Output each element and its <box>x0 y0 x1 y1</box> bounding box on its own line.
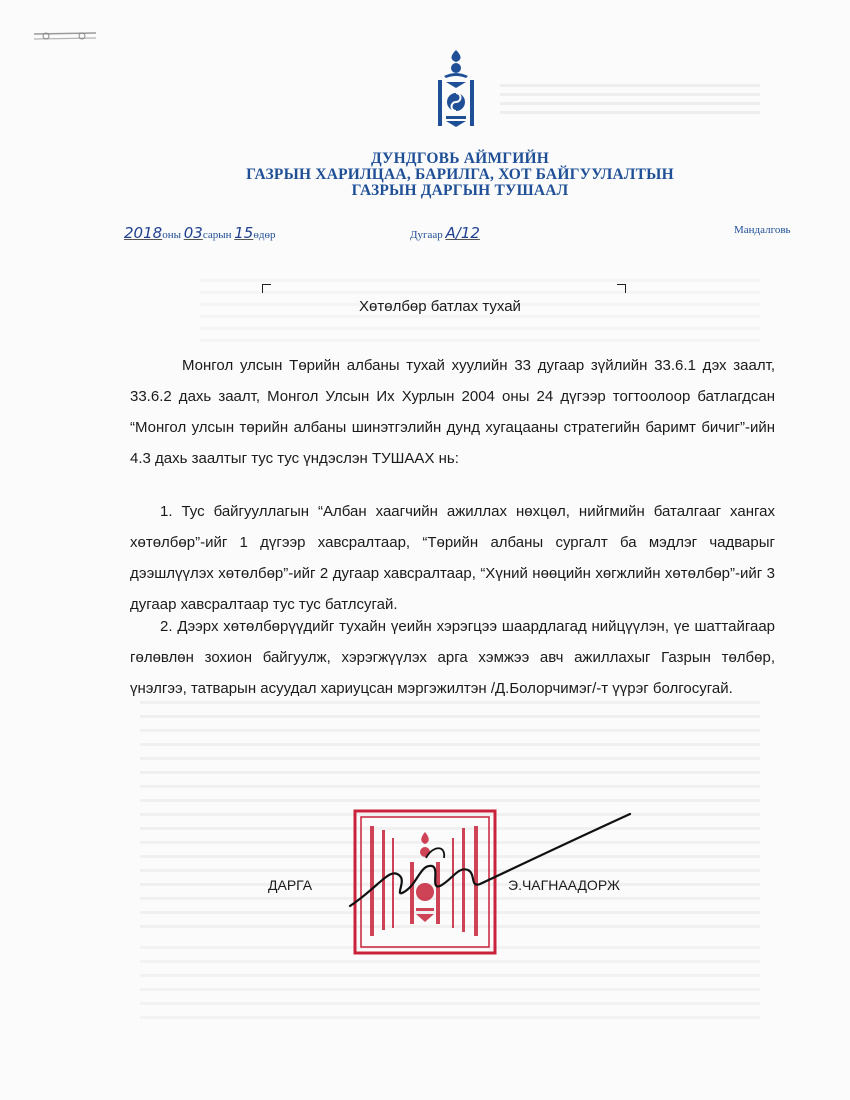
signatory-title: ДАРГА <box>268 877 313 893</box>
order-item-1: 1. Тус байгууллагын “Албан хаагчийн ажиллах нөхцөл, нийгмийн баталгааг хангах хөтөлбөр”-ийг 1 дүгээр хавсралтаар, “Төрийн албаны сургалт ба мэдлэг чадварыг дээшлүүлэх хөтөлбөр”-ийг 2 дугаар хавсралтаар, “Хүний нөөцийн хөгжлийн хөтөлбөр”-ийг 3 дугаар хавсралтаар тус тус батлсугай. <box>130 503 775 613</box>
signatory-name: Э.ЧАГНААДОРЖ <box>508 877 620 893</box>
order-city: Мандалговь <box>734 224 791 236</box>
date-month: 03 <box>183 224 203 242</box>
date-month-suffix: сарын <box>202 229 232 241</box>
subject-bracket-right <box>617 284 626 293</box>
handwritten-signature-icon <box>340 806 640 916</box>
order-number <box>410 224 480 242</box>
order-subject: Хөтөлбөр батлах тухай <box>359 298 521 315</box>
date-day: 15 <box>234 224 254 242</box>
date-year: 2018 <box>124 224 163 242</box>
org-name-line-2: ГАЗРЫН ХАРИЛЦАА, БАРИЛГА, ХОТ БАЙГУУЛАЛТЫН <box>246 166 674 183</box>
order-item-2: 2. Дээрх хөтөлбөрүүдийг тухайн үеийн хэрэгцээ шаардлагад нийцүүлэн, үе шаттайгаар гөлөвлөн зохион байгуулж, хэрэгжүүлэх арга хэмжээ авч ажиллахыг Газрын төлбөр, үнэлгээ, татварын асуудал хариуцсан мэргэжилтэн /Д.Болорчимэг/-т үүрэг болгосугай. <box>130 618 775 697</box>
subject-bracket-left <box>262 284 271 293</box>
staple-mark-icon <box>30 28 100 44</box>
date-day-suffix: өдөр <box>253 229 276 241</box>
state-soyombo-emblem-icon <box>436 50 476 132</box>
order-number-label: Дугаар <box>410 229 443 241</box>
order-date <box>124 224 324 242</box>
date-year-suffix: оны <box>162 229 181 241</box>
preamble-paragraph: Монгол улсын Төрийн албаны тухай хуулийн 33 дугаар зүйлийн 33.6.1 дэх заалт, 33.6.2 дахь заалт, Монгол Улсын Их Хурлын 2004 оны 24 дүгээр тогтоолоор батлагдсан “Монгол улсын төрийн албаны шинэтгэлийн дунд хугацааны стратегийн баримт бичиг”-ийн 4.3 дахь заалтыг тус тус үндэслэн ТУШААХ нь: <box>130 357 775 467</box>
order-number-value: А/12 <box>445 224 480 242</box>
org-name-line-1: ДУНДГОВЬ АЙМГИЙН <box>370 150 550 167</box>
order-title: ГАЗРЫН ДАРГЫН ТУШААЛ <box>351 182 569 199</box>
